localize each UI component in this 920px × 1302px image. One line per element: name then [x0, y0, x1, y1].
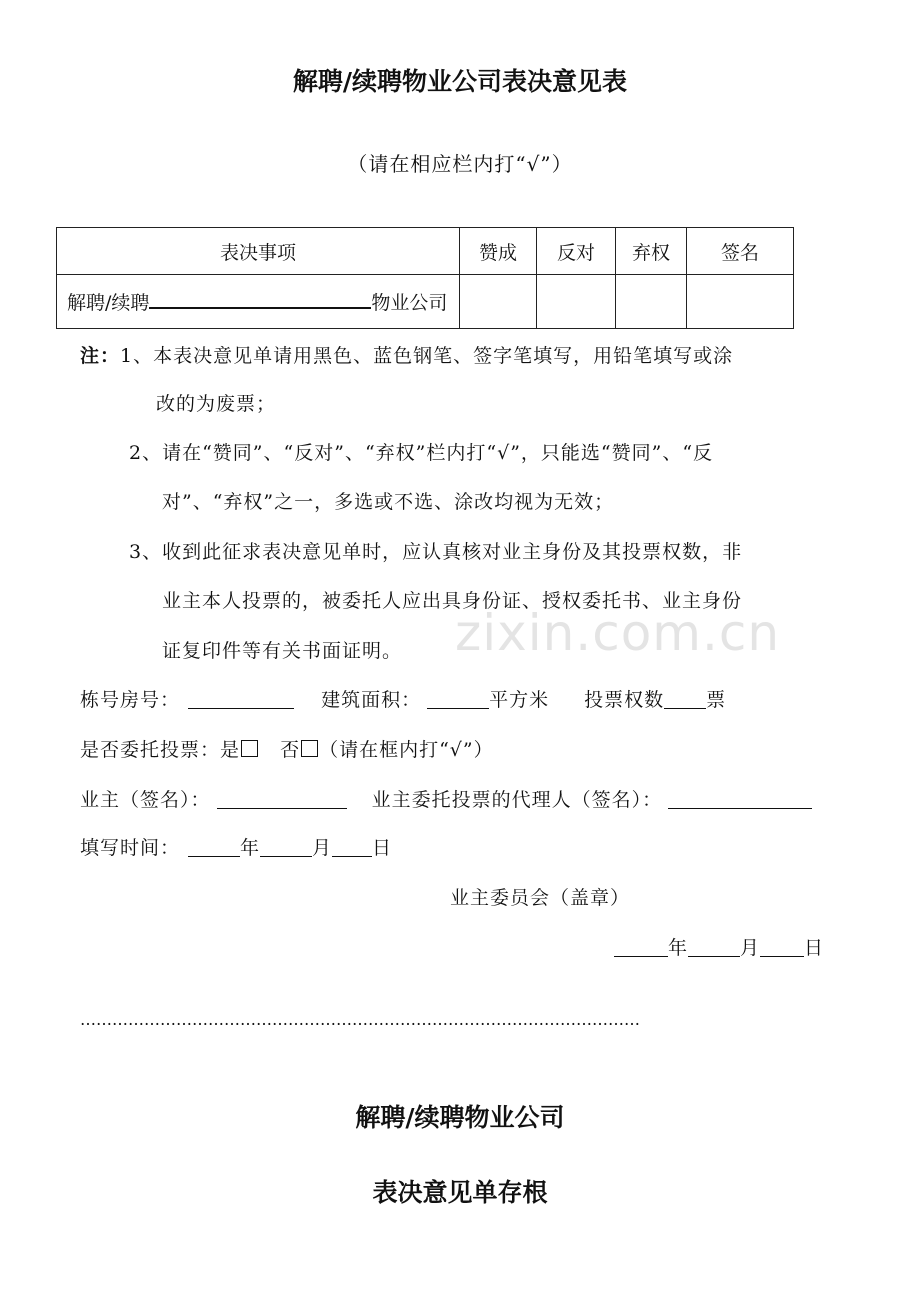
header-oppose: 反对 — [537, 228, 616, 275]
fill-time-label: 填写时间： — [80, 837, 181, 859]
fill-day-field[interactable] — [332, 838, 372, 857]
committee-year-label: 年 — [668, 937, 689, 959]
entrust-label: 是否委托投票：是 — [80, 739, 241, 761]
entrust-hint: （请在框内打“√”） — [319, 739, 494, 761]
note-label: 注： — [80, 345, 121, 367]
area-field[interactable] — [427, 690, 489, 709]
building-room-field[interactable] — [188, 690, 294, 709]
entrust-no-checkbox[interactable] — [301, 740, 318, 757]
cut-line-separator: …………………………………………………………………………………………… — [80, 1010, 640, 1029]
signature-line — [80, 785, 812, 812]
owner-signature-field[interactable] — [217, 790, 347, 809]
day-label: 日 — [372, 837, 393, 859]
approve-cell[interactable] — [460, 275, 537, 329]
vote-table — [56, 227, 794, 329]
note-1: 注：1、本表决意见单请用黑色、蓝色钢笔、签字笔填写，用铅笔填写或涂 — [80, 345, 734, 367]
header-abstain: 弃权 — [616, 228, 687, 275]
table-header-row — [57, 228, 794, 275]
stub-title-line1: 解聘/续聘物业公司 — [355, 1103, 565, 1132]
vote-unit: 票 — [706, 689, 727, 711]
building-room-label: 栋号房号： — [80, 689, 181, 711]
agent-signature-label: 业主委托投票的代理人（签名）： — [371, 789, 663, 811]
note-2-cont: 对”、“弃权”之一，多选或不选、涂改均视为无效； — [162, 491, 615, 513]
entrust-line — [80, 735, 494, 762]
company-name-blank[interactable] — [149, 289, 371, 309]
area-label: 建筑面积： — [321, 689, 422, 711]
table-row — [57, 275, 794, 329]
entrust-no-label: 否 — [280, 739, 301, 761]
row-suffix: 物业公司 — [371, 292, 448, 314]
area-unit: 平方米 — [489, 689, 550, 711]
note-2: 2、请在“赞同”、“反对”、“弃权”栏内打“√”，只能选“赞同”、“反 — [129, 442, 714, 464]
room-area-line — [80, 685, 726, 712]
note-1-cont: 改的为废票； — [156, 393, 277, 415]
row-prefix: 解聘/续聘 — [67, 292, 150, 314]
committee-day-label: 日 — [804, 937, 825, 959]
committee-date-line — [614, 933, 824, 960]
year-label: 年 — [240, 837, 261, 859]
committee-year-field[interactable] — [614, 938, 668, 957]
owner-signature-label: 业主（签名）： — [80, 789, 211, 811]
oppose-cell[interactable] — [537, 275, 616, 329]
committee-day-field[interactable] — [760, 938, 804, 957]
note-3-cont: 业主本人投票的，被委托人应出具身份证、授权委托书、业主身份 — [162, 590, 743, 612]
header-approve: 赞成 — [460, 228, 537, 275]
fill-year-field[interactable] — [188, 838, 240, 857]
stub-title-line2: 表决意见单存根 — [372, 1178, 548, 1207]
page-title: 解聘/续聘物业公司表决意见表 — [292, 67, 628, 96]
fill-month-field[interactable] — [260, 838, 312, 857]
instruction-subtitle: （请在相应栏内打“√”） — [347, 152, 573, 176]
note-3-cont2: 证复印件等有关书面证明。 — [162, 640, 403, 662]
note-3: 3、收到此征求表决意见单时，应认真核对业主身份及其投票权数，非 — [129, 541, 743, 563]
month-label: 月 — [312, 837, 333, 859]
header-item: 表决事项 — [57, 228, 460, 275]
entrust-yes-checkbox[interactable] — [241, 740, 258, 757]
watermark: zixin.com.cn — [455, 604, 781, 662]
vote-weight-field[interactable] — [664, 690, 706, 709]
committee-seal-label: 业主委员会（盖章） — [450, 887, 631, 909]
committee-month-field[interactable] — [688, 938, 740, 957]
abstain-cell[interactable] — [616, 275, 687, 329]
vote-item-cell — [57, 275, 460, 329]
header-signature: 签名 — [687, 228, 794, 275]
committee-month-label: 月 — [740, 937, 761, 959]
vote-weight-label: 投票权数 — [584, 689, 665, 711]
agent-signature-field[interactable] — [668, 790, 812, 809]
fill-time-line — [80, 833, 392, 860]
signature-cell[interactable] — [687, 275, 794, 329]
